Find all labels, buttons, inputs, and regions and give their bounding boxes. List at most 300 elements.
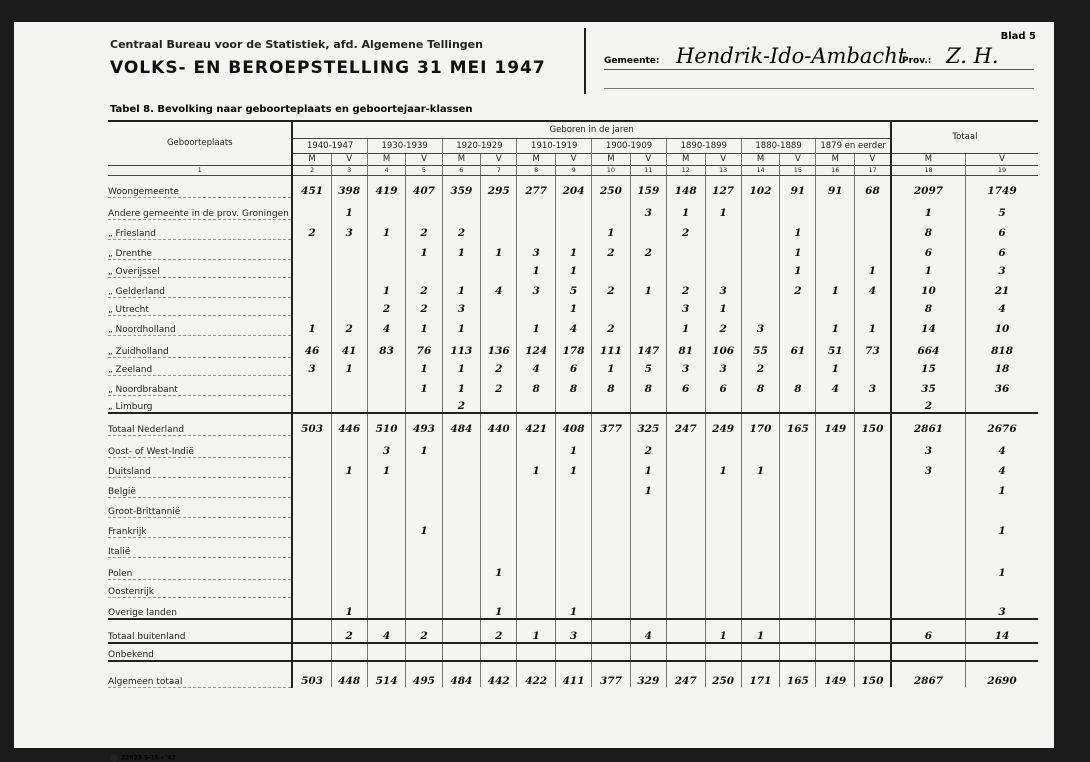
cell-value: 503 — [292, 413, 331, 435]
cell-value — [292, 197, 331, 219]
cell-value — [292, 435, 331, 457]
cell-value — [705, 477, 741, 497]
cell-value — [331, 579, 367, 597]
table-row — [108, 435, 1038, 457]
cell-value — [855, 297, 891, 315]
cell-value — [592, 597, 631, 619]
cell-value: 4 — [966, 435, 1038, 457]
col-number: 6 — [442, 165, 481, 175]
cell-value: 247 — [666, 661, 705, 687]
cell-value: 377 — [592, 661, 631, 687]
cell-value — [741, 259, 780, 277]
cell-value: 4 — [555, 315, 591, 335]
cell-value: 1 — [816, 277, 855, 297]
cell-value: 1 — [666, 315, 705, 335]
cell-value — [741, 643, 780, 661]
census-table — [108, 120, 1038, 688]
row-label: Onbekend — [108, 643, 292, 661]
mv-header: V — [855, 153, 891, 165]
col-number: 18 — [891, 165, 966, 175]
cell-value: 6 — [966, 219, 1038, 239]
cell-value: 407 — [406, 175, 442, 197]
cell-value — [592, 497, 631, 517]
cell-value — [705, 435, 741, 457]
cell-value — [555, 557, 591, 579]
cell-value — [442, 619, 481, 643]
cell-value: 6 — [666, 375, 705, 395]
cell-value — [891, 537, 966, 557]
cell-value — [666, 557, 705, 579]
cell-value: 165 — [780, 413, 816, 435]
cell-value — [666, 259, 705, 277]
cell-value: 4 — [966, 457, 1038, 477]
cell-value: 8 — [891, 297, 966, 315]
cell-value: 1 — [855, 259, 891, 277]
cell-value — [292, 597, 331, 619]
table-row — [108, 457, 1038, 477]
cell-value: 81 — [666, 335, 705, 357]
cell-value — [666, 579, 705, 597]
table-row — [108, 297, 1038, 315]
cell-value — [666, 435, 705, 457]
row-label: Oostenrijk — [108, 579, 292, 597]
cell-value — [666, 619, 705, 643]
cell-value: 178 — [555, 335, 591, 357]
period-header: 1890-1899 — [666, 138, 741, 153]
cell-value: 2 — [630, 239, 666, 259]
cell-value — [741, 537, 780, 557]
cell-value: 250 — [705, 661, 741, 687]
cell-value — [517, 395, 556, 413]
cell-value — [705, 219, 741, 239]
cell-value — [666, 457, 705, 477]
cell-value: 1 — [630, 477, 666, 497]
cell-value — [966, 497, 1038, 517]
cell-value — [331, 557, 367, 579]
cell-value — [630, 579, 666, 597]
row-label: „ Noordholland — [108, 315, 292, 335]
mv-header: V — [630, 153, 666, 165]
mv-header: M — [292, 153, 331, 165]
row-label: „ Zuidholland — [108, 335, 292, 357]
cell-value — [666, 537, 705, 557]
cell-value: 8 — [555, 375, 591, 395]
cell-value: 147 — [630, 335, 666, 357]
cell-value: 36 — [966, 375, 1038, 395]
cell-value: 1 — [592, 357, 631, 375]
col-header-totaal: Totaal — [891, 121, 1038, 153]
table-row — [108, 413, 1038, 435]
cell-value — [780, 297, 816, 315]
cell-value — [481, 435, 517, 457]
cell-value — [517, 643, 556, 661]
cell-value: 2 — [442, 219, 481, 239]
cell-value: 2 — [481, 375, 517, 395]
cell-value — [816, 197, 855, 219]
cell-value: 148 — [666, 175, 705, 197]
cell-value — [780, 315, 816, 335]
mv-header: M — [442, 153, 481, 165]
cell-value — [367, 557, 406, 579]
cell-value: 204 — [555, 175, 591, 197]
cell-value: 2 — [331, 619, 367, 643]
cell-value: 55 — [741, 335, 780, 357]
cell-value: 2861 — [891, 413, 966, 435]
cell-value: 170 — [741, 413, 780, 435]
cell-value: 1 — [741, 457, 780, 477]
cell-value — [630, 517, 666, 537]
cell-value: 165 — [780, 661, 816, 687]
cell-value — [442, 557, 481, 579]
cell-value — [367, 643, 406, 661]
cell-value: 442 — [481, 661, 517, 687]
cell-value — [592, 517, 631, 537]
period-header: 1900-1909 — [592, 138, 667, 153]
period-header: 1879 en eerder — [816, 138, 891, 153]
cell-value — [780, 435, 816, 457]
col-number: 7 — [481, 165, 517, 175]
cell-value: 2 — [592, 239, 631, 259]
cell-value — [891, 497, 966, 517]
cell-value — [816, 435, 855, 457]
cell-value — [816, 395, 855, 413]
cell-value: 1 — [666, 197, 705, 219]
gemeente-label: Gemeente: — [604, 56, 660, 66]
cell-value — [592, 557, 631, 579]
cell-value: 2 — [780, 277, 816, 297]
table-row — [108, 497, 1038, 517]
cell-value: 10 — [891, 277, 966, 297]
cell-value — [555, 477, 591, 497]
cell-value — [630, 297, 666, 315]
cell-value — [292, 497, 331, 517]
cell-value — [481, 517, 517, 537]
cell-value — [406, 497, 442, 517]
cell-value: 91 — [816, 175, 855, 197]
cell-value: 149 — [816, 413, 855, 435]
cell-value: 3 — [367, 435, 406, 457]
cell-value — [666, 597, 705, 619]
cell-value — [292, 297, 331, 315]
cell-value — [331, 537, 367, 557]
cell-value — [555, 537, 591, 557]
cell-value — [367, 259, 406, 277]
cbs-seal-icon — [110, 754, 118, 762]
cell-value: 1 — [442, 277, 481, 297]
row-label: „ Utrecht — [108, 297, 292, 315]
cell-value: 1 — [331, 197, 367, 219]
cell-value: 150 — [855, 413, 891, 435]
row-label: „ Overijssel — [108, 259, 292, 277]
cell-value — [517, 219, 556, 239]
cell-value — [780, 457, 816, 477]
cell-value: 2 — [666, 277, 705, 297]
cell-value — [855, 517, 891, 537]
cell-value: 1 — [331, 357, 367, 375]
cell-value: 91 — [780, 175, 816, 197]
cell-value — [816, 597, 855, 619]
cell-value: 2 — [666, 219, 705, 239]
cell-value: 8 — [741, 375, 780, 395]
cell-value — [780, 537, 816, 557]
cell-value: 136 — [481, 335, 517, 357]
cell-value: 503 — [292, 661, 331, 687]
cell-value — [367, 239, 406, 259]
cell-value — [592, 259, 631, 277]
cell-value — [367, 357, 406, 375]
mv-header: M — [592, 153, 631, 165]
cell-value — [517, 557, 556, 579]
cell-value: 484 — [442, 413, 481, 435]
cell-value: 1 — [630, 277, 666, 297]
cell-value — [517, 597, 556, 619]
cell-value — [555, 497, 591, 517]
cell-value — [442, 537, 481, 557]
row-label: Algemeen totaal — [108, 661, 292, 687]
row-label: Groot-Brittannië — [108, 497, 292, 517]
cell-value — [331, 643, 367, 661]
cell-value: 1 — [367, 457, 406, 477]
cell-value — [592, 197, 631, 219]
cell-value — [367, 579, 406, 597]
cell-value — [367, 517, 406, 537]
cell-value — [292, 277, 331, 297]
cell-value: 1 — [705, 457, 741, 477]
cell-value — [292, 457, 331, 477]
cell-value — [855, 477, 891, 497]
cell-value: 1 — [855, 315, 891, 335]
cell-value: 818 — [966, 335, 1038, 357]
table-row — [108, 357, 1038, 375]
cell-value: 2 — [406, 219, 442, 239]
cell-value — [816, 457, 855, 477]
cell-value — [367, 375, 406, 395]
cell-value: 3 — [666, 297, 705, 315]
cell-value — [741, 395, 780, 413]
cell-value: 1 — [816, 315, 855, 335]
cell-value: 3 — [855, 375, 891, 395]
cell-value: 4 — [816, 375, 855, 395]
cell-value: 4 — [517, 357, 556, 375]
cell-value — [780, 517, 816, 537]
cell-value — [442, 579, 481, 597]
cell-value: 1 — [555, 239, 591, 259]
cell-value — [891, 643, 966, 661]
cell-value — [855, 579, 891, 597]
cell-value — [855, 597, 891, 619]
cell-value: 3 — [666, 357, 705, 375]
cell-value: 1 — [517, 457, 556, 477]
cell-value: 5 — [555, 277, 591, 297]
cell-value — [966, 395, 1038, 413]
cell-value: 4 — [481, 277, 517, 297]
row-label: Totaal Nederland — [108, 413, 292, 435]
print-code-text: 22823 5-15 - '47 — [121, 754, 176, 762]
cell-value — [517, 297, 556, 315]
cell-value: 247 — [666, 413, 705, 435]
cell-value: 102 — [741, 175, 780, 197]
cell-value: 1 — [816, 357, 855, 375]
cell-value — [592, 297, 631, 315]
cell-value: 1 — [442, 315, 481, 335]
cell-value — [292, 239, 331, 259]
row-label: „ Gelderland — [108, 277, 292, 297]
cell-value: 2 — [891, 395, 966, 413]
table-row — [108, 537, 1038, 557]
cell-value — [666, 643, 705, 661]
cell-value — [816, 497, 855, 517]
cell-value — [741, 597, 780, 619]
cell-value — [741, 497, 780, 517]
row-label: „ Noordbrabant — [108, 375, 292, 395]
cell-value: 1 — [705, 297, 741, 315]
cell-value: 1 — [705, 197, 741, 219]
bureau-name: Centraal Bureau voor de Statistiek, afd. Algemene Tellingen — [110, 38, 483, 51]
cell-value — [705, 537, 741, 557]
cell-value — [630, 395, 666, 413]
cell-value: 3 — [891, 457, 966, 477]
cell-value: 277 — [517, 175, 556, 197]
cell-value: 2676 — [966, 413, 1038, 435]
cell-value: 3 — [966, 259, 1038, 277]
cell-value: 377 — [592, 413, 631, 435]
cell-value — [331, 517, 367, 537]
cell-value: 8 — [517, 375, 556, 395]
period-header: 1910-1919 — [517, 138, 592, 153]
cell-value — [406, 457, 442, 477]
cell-value — [517, 435, 556, 457]
cell-value: 21 — [966, 277, 1038, 297]
cell-value: 495 — [406, 661, 442, 687]
cell-value — [406, 197, 442, 219]
cell-value: 2 — [705, 315, 741, 335]
cell-value — [780, 395, 816, 413]
cell-value: 1 — [331, 597, 367, 619]
cell-value: 35 — [891, 375, 966, 395]
cell-value — [555, 643, 591, 661]
cell-value: 14 — [891, 315, 966, 335]
cell-value — [442, 197, 481, 219]
cell-value — [705, 597, 741, 619]
form-header — [110, 38, 580, 78]
cell-value: 46 — [292, 335, 331, 357]
cell-value: 664 — [891, 335, 966, 357]
table-row — [108, 335, 1038, 357]
cell-value — [555, 517, 591, 537]
cell-value: 83 — [367, 335, 406, 357]
col-number: 2 — [292, 165, 331, 175]
cell-value: 1 — [442, 375, 481, 395]
cell-value: 1 — [406, 517, 442, 537]
cell-value: 2 — [481, 357, 517, 375]
cell-value: 1 — [705, 619, 741, 643]
cell-value — [481, 395, 517, 413]
table-row — [108, 517, 1038, 537]
cell-value: 446 — [331, 413, 367, 435]
col-number: 19 — [966, 165, 1038, 175]
cell-value — [517, 197, 556, 219]
row-label: „ Limburg — [108, 395, 292, 413]
cell-value — [666, 517, 705, 537]
cell-value — [592, 395, 631, 413]
cell-value — [592, 537, 631, 557]
cell-value — [517, 517, 556, 537]
table-row — [108, 619, 1038, 643]
cell-value: 1 — [966, 517, 1038, 537]
cell-value: 1 — [741, 619, 780, 643]
cell-value: 1 — [630, 457, 666, 477]
cell-value: 6 — [555, 357, 591, 375]
cell-value — [816, 537, 855, 557]
cell-value: 4 — [367, 315, 406, 335]
table-title: Tabel 8. Bevolking naar geboorteplaats en geboortejaar-klassen — [110, 104, 473, 115]
cell-value — [481, 219, 517, 239]
cell-value: 8 — [592, 375, 631, 395]
mv-header: V — [406, 153, 442, 165]
cell-value — [705, 643, 741, 661]
row-label: Oost- of West-Indië — [108, 435, 292, 457]
col-number: 9 — [555, 165, 591, 175]
cell-value: 1 — [780, 219, 816, 239]
cell-value — [406, 643, 442, 661]
cell-value: 1 — [481, 557, 517, 579]
row-label: Woongemeente — [108, 175, 292, 197]
row-label: Andere gemeente in de prov. Groningen — [108, 197, 292, 219]
mv-header: V — [331, 153, 367, 165]
cell-value: 325 — [630, 413, 666, 435]
cell-value: 1 — [592, 219, 631, 239]
cell-value: 113 — [442, 335, 481, 357]
cell-value — [891, 579, 966, 597]
cell-value — [406, 557, 442, 579]
cell-value — [780, 579, 816, 597]
mv-header: M — [816, 153, 855, 165]
cell-value — [331, 435, 367, 457]
cell-value — [555, 197, 591, 219]
col-number: 12 — [666, 165, 705, 175]
cell-value: 3 — [555, 619, 591, 643]
cell-value: 3 — [705, 277, 741, 297]
row-label: „ Zeeland — [108, 357, 292, 375]
cell-value — [855, 435, 891, 457]
cell-value — [292, 517, 331, 537]
cell-value — [855, 457, 891, 477]
cell-value — [630, 497, 666, 517]
row-label: Duitsland — [108, 457, 292, 477]
cell-value: 484 — [442, 661, 481, 687]
col-header-geboorteplaats: Geboorteplaats — [108, 121, 292, 165]
cell-value — [705, 395, 741, 413]
census-form — [14, 22, 1054, 762]
cell-value: 149 — [816, 661, 855, 687]
cell-value: 1 — [891, 197, 966, 219]
cell-value: 493 — [406, 413, 442, 435]
cell-value: 150 — [855, 661, 891, 687]
cell-value: 10 — [966, 315, 1038, 335]
cell-value — [517, 477, 556, 497]
cell-value — [592, 435, 631, 457]
cell-value: 422 — [517, 661, 556, 687]
cell-value — [292, 537, 331, 557]
cell-value — [630, 219, 666, 239]
cell-value: 8 — [630, 375, 666, 395]
row-label: België — [108, 477, 292, 497]
cell-value: 1 — [517, 315, 556, 335]
cell-value: 3 — [705, 357, 741, 375]
cell-value: 6 — [966, 239, 1038, 259]
cell-value: 159 — [630, 175, 666, 197]
cell-value: 8 — [780, 375, 816, 395]
